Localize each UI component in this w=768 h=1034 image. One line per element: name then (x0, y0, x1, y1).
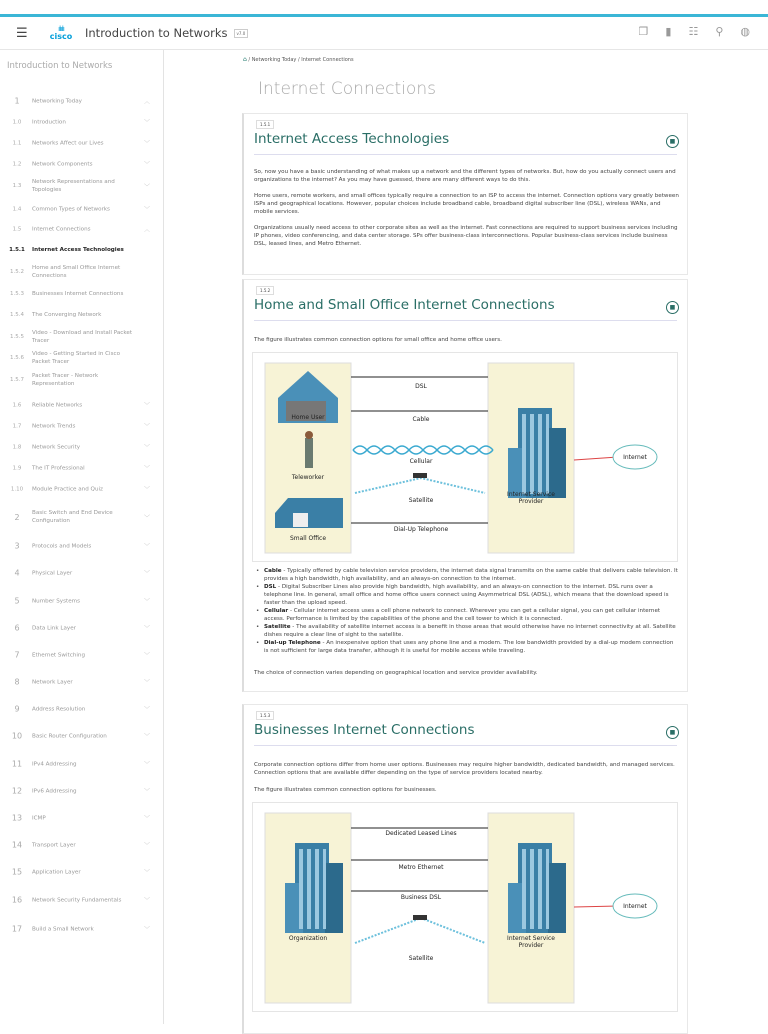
section-heading: Businesses Internet Connections (254, 722, 475, 738)
chevron-down-icon[interactable]: ﹀ (144, 869, 151, 877)
bookmark-icon[interactable]: ▮ (665, 25, 672, 38)
search-icon[interactable]: ⚲ (715, 25, 724, 38)
bookmark-icon[interactable]: ■ (666, 135, 679, 148)
chevron-down-icon[interactable]: ﹀ (144, 543, 151, 551)
sidebar-item[interactable] (0, 350, 160, 366)
sidebar-item-number: 1.10 (10, 486, 24, 492)
sidebar-item-number: 1 (14, 96, 20, 106)
sidebar-item-label: Address Resolution (32, 706, 86, 712)
sidebar-item-number: 12 (11, 786, 23, 796)
sidebar-item-number: 1.5.1 (9, 247, 25, 253)
sidebar-item-label: Introduction (32, 119, 66, 125)
sidebar-item-label: IPv6 Addressing (32, 788, 77, 794)
label: DSL (415, 383, 427, 390)
divider (254, 154, 677, 155)
sidebar-item[interactable] (0, 787, 160, 796)
sidebar-item-label: Common Types of Networks (32, 206, 110, 212)
small-office-icon (275, 498, 343, 528)
sidebar-item-number: 1.5.6 (10, 355, 24, 361)
wan-link (574, 906, 618, 907)
label: Organization (288, 935, 328, 942)
chevron-down-icon[interactable]: ﹀ (144, 140, 151, 148)
label: Internet Service (507, 935, 555, 942)
label: Satellite (408, 955, 434, 962)
sidebar-item-number: 1.5 (12, 226, 22, 232)
sidebar-item-label: Network Representations and Topologies (32, 179, 115, 193)
sidebar-item[interactable] (0, 485, 160, 494)
sidebar-item[interactable] (0, 401, 160, 410)
page-title: Internet Connections (258, 79, 436, 99)
sidebar-item-label: Internet Connections (32, 226, 91, 232)
sidebar-item[interactable] (0, 97, 160, 106)
bullet-text: - An inexpensive option that uses any phone line and a modem. The low bandwidth provided by a dial-up modem connection is not sufficient for large data transfer, although it is useful for mobile access while traveling. (264, 640, 674, 654)
satellite-icon (413, 915, 427, 920)
chevron-down-icon[interactable]: ﹀ (144, 161, 151, 169)
sidebar-item-label: Network Components (32, 161, 93, 167)
sidebar-item[interactable] (0, 925, 160, 934)
paragraph: So, now you have a basic understanding of what makes up a network and the different types of networks. But, how do you actually connect users and organizations to the internet? As you may have guessed, there are many different ways to do this. (254, 169, 676, 183)
bullet-item (254, 623, 679, 639)
bullet-text: - The availability of satellite internet access is a benefit in those areas that would otherwise have no internet connectivity at all. Satellite dishes require a clear line of sight to the satellite. (264, 624, 676, 638)
chevron-down-icon[interactable]: ﹀ (144, 926, 151, 934)
label: Teleworker (291, 474, 325, 481)
sidebar-item[interactable] (0, 443, 160, 452)
label: Metro Ethernet (398, 864, 444, 871)
cellular-wave (353, 446, 493, 454)
chevron-down-icon[interactable]: ﹀ (144, 842, 151, 850)
sidebar-item-number: 1.5.2 (10, 269, 24, 275)
bullet-item (254, 639, 679, 655)
sidebar-item-number: 5 (14, 596, 20, 606)
sidebar-item[interactable] (0, 705, 160, 714)
sidebar-item-label: Network Security (32, 444, 81, 450)
section-heading: Internet Access Technologies (254, 131, 450, 147)
paragraph: The figure illustrates common connection options for businesses. (254, 787, 437, 793)
label: Home User (291, 414, 325, 421)
sidebar-item-label: ICMP (32, 815, 46, 821)
label: Cable (412, 416, 430, 423)
section-number: 1.5.2 (256, 286, 274, 295)
label: Internet (623, 454, 647, 461)
section-card (242, 113, 688, 275)
home-icon[interactable]: ⌂ (243, 56, 247, 63)
sidebar-item-number: 4 (14, 568, 20, 578)
paragraph: Corporate connection options differ from home user options. Businesses may require higher bandwidth, dedicated bandwidth, and managed services. Connection options that are available differ depending on the type of service providers located nearby. (254, 762, 675, 776)
label: Internet Service (507, 491, 555, 498)
bullet-item (254, 583, 679, 607)
sidebar-item-number: 1.0 (12, 119, 22, 125)
sidebar-item-label: Application Layer (32, 869, 81, 875)
sidebar-item[interactable] (0, 178, 160, 194)
bookmark-icon[interactable]: ■ (666, 301, 679, 314)
sidebar-item[interactable] (0, 422, 160, 431)
sidebar-item[interactable] (0, 118, 160, 127)
sidebar-item-number: 1.1 (12, 140, 22, 146)
paragraph: Home users, remote workers, and small offices typically require a connection to an ISP to access the internet. Connection options vary greatly between ISPs and geographical locations. However, popular choices include broadband cable, broadband digital subscriber line (DSL), wireless WANs, and mobile services. (254, 193, 679, 215)
sidebar-item[interactable] (0, 464, 160, 473)
label: Small Office (289, 535, 327, 542)
sidebar-item[interactable] (0, 678, 160, 687)
chevron-down-icon[interactable]: ﹀ (144, 570, 151, 578)
sidebar-item-number: 3 (14, 541, 20, 551)
menu-icon[interactable]: ☰ (16, 25, 28, 41)
sidebar-item[interactable] (0, 329, 160, 345)
chevron-down-icon[interactable]: ﹀ (144, 788, 151, 796)
chevron-up-icon[interactable]: ︿ (144, 226, 151, 234)
chevron-down-icon[interactable]: ﹀ (144, 206, 151, 214)
version-badge: v7.0 (234, 29, 249, 38)
paragraph: The choice of connection varies depending on geographical location and service provider availability. (254, 670, 538, 676)
label: Dedicated Leased Lines (385, 830, 457, 837)
chevron-down-icon[interactable]: ﹀ (144, 733, 151, 741)
sidebar-item-label: Businesses Internet Connections (32, 291, 124, 297)
sidebar-item-number: 10 (11, 731, 23, 741)
sidebar-item[interactable] (0, 651, 160, 660)
sidebar-item-number: 15 (11, 867, 23, 877)
sidebar-item[interactable] (0, 542, 160, 551)
sidebar-item[interactable] (0, 205, 160, 214)
sidebar-item-label: Networking Today (32, 98, 82, 104)
divider (254, 745, 677, 746)
business-figure (252, 802, 678, 1012)
bullet-term: Dial-up Telephone (264, 640, 321, 646)
app-title: Introduction to Networks (85, 26, 228, 40)
sidebar-item[interactable] (0, 246, 160, 254)
bullet-item (254, 607, 679, 623)
sidebar-item-number: 1.5.7 (10, 377, 24, 383)
chevron-down-icon[interactable]: ﹀ (144, 598, 151, 606)
sidebar-item-label: Internet Access Technologies (32, 247, 124, 253)
sidebar-item-label: Networks Affect our Lives (32, 140, 104, 146)
sidebar-item-label: Protocols and Models (32, 543, 92, 549)
breadcrumb-item[interactable]: Internet Connections (301, 57, 354, 63)
sidebar-item-number: 7 (14, 650, 20, 660)
sidebar-nav (0, 50, 164, 1024)
sidebar-item-number: 9 (14, 704, 20, 714)
sidebar-item-label: Basic Switch and End Device Configuration (32, 510, 113, 524)
section-number: 1.5.3 (256, 711, 274, 720)
label: Satellite (408, 497, 434, 504)
sidebar-item-label: Home and Small Office Internet Connections (32, 265, 121, 279)
wan-link (574, 457, 618, 460)
label: Business DSL (400, 894, 442, 901)
chevron-down-icon[interactable]: ﹀ (144, 423, 151, 431)
sidebar-item[interactable] (0, 225, 160, 234)
breadcrumb-item[interactable]: Networking Today (251, 57, 297, 63)
home-office-figure (252, 352, 678, 562)
chevron-down-icon[interactable]: ﹀ (144, 444, 151, 452)
sidebar-item-label: Network Security Fundamentals (32, 897, 122, 903)
label: Dial-Up Telephone (393, 526, 449, 533)
sidebar-item-label: Video - Download and Install Packet Tracer (32, 330, 133, 344)
sidebar-item-label: Network Layer (32, 679, 73, 685)
bullet-list (254, 567, 679, 655)
sidebar-item-number: 6 (14, 623, 20, 633)
sidebar-item-number: 1.7 (12, 423, 22, 429)
bullet-term: Satellite (264, 624, 291, 630)
sidebar-item[interactable] (0, 732, 160, 741)
sidebar-item[interactable] (0, 311, 160, 319)
chevron-down-icon[interactable]: ﹀ (144, 183, 151, 191)
sidebar-item-number: 16 (11, 895, 23, 905)
sidebar-item-label: Build a Small Network (32, 926, 94, 932)
sidebar-item[interactable] (0, 896, 160, 905)
sidebar-item[interactable] (0, 290, 160, 298)
sidebar-item[interactable] (0, 841, 160, 850)
breadcrumb: ⌂ / Networking Today / Internet Connections (243, 56, 354, 63)
sidebar-item-label: Module Practice and Quiz (32, 486, 103, 492)
label: Provider (518, 498, 544, 505)
windows-icon[interactable]: ❐ (638, 25, 649, 38)
sidebar-item-label: Physical Layer (32, 570, 73, 576)
sidebar-item[interactable] (0, 372, 160, 388)
sidebar-item-number: 14 (11, 840, 23, 850)
bullet-text: - Typically offered by cable television service providers, the internet data signal transmits on the same cable that delivers cable television. It provides a high bandwidth, high availability, and an always-on connection to the internet. (264, 568, 678, 582)
sidebar-item-number: 17 (11, 924, 23, 934)
paragraph: Organizations usually need access to other corporate sites as well as the internet. Fast connections are required to support business services including IP phones, video conferencing, and data center storage. SPs offer business-class interconnections. Popular business-class services include business DSL, leased lines, and Metro Ethernet. (254, 225, 678, 247)
sidebar-item-label: Transport Layer (32, 842, 76, 848)
sidebar-item-label: Number Systems (32, 598, 81, 604)
sidebar-item[interactable] (0, 139, 160, 148)
sidebar-item[interactable] (0, 509, 160, 525)
globe-icon[interactable]: ◍ (740, 25, 750, 38)
sidebar-item-number: 1.2 (12, 161, 22, 167)
sidebar-item-label: IPv4 Addressing (32, 761, 77, 767)
chevron-down-icon[interactable]: ﹀ (144, 652, 151, 660)
sidebar-item-number: 1.5.3 (10, 291, 24, 297)
sidebar-item[interactable] (0, 868, 160, 877)
chevron-down-icon[interactable]: ﹀ (144, 465, 151, 473)
sidebar-item-label: Packet Tracer - Network Representation (32, 373, 99, 387)
satellite-link (355, 918, 485, 943)
sidebar-item-label: The Converging Network (32, 312, 102, 318)
bullet-term: Cellular (264, 608, 289, 614)
sidebar-item-number: 2 (14, 512, 20, 522)
teleworker-icon (305, 438, 313, 468)
sidebar-item-label: Network Trends (32, 423, 76, 429)
sidebar-item-label: Data Link Layer (32, 625, 76, 631)
sidebar-item-number: 13 (11, 813, 23, 823)
bullet-text: - Cellular internet access uses a cell phone network to connect. Wherever you can get a cellular signal, you can get cellular internet access. Performance is limited by the capabilities of the phone and the cell tower to which it is connected. (264, 608, 661, 622)
sidebar-item-number: 1.9 (12, 465, 22, 471)
chevron-down-icon[interactable]: ﹀ (144, 625, 151, 633)
sidebar-item-label: Basic Router Configuration (32, 733, 107, 739)
sidebar-item[interactable] (0, 597, 160, 606)
chevron-down-icon[interactable]: ﹀ (144, 514, 151, 522)
sidebar-item[interactable] (0, 160, 160, 169)
chevron-down-icon[interactable]: ﹀ (144, 119, 151, 127)
label: Internet (623, 903, 647, 910)
bullet-item (254, 567, 679, 583)
sidebar-item[interactable] (0, 814, 160, 823)
chevron-down-icon[interactable]: ﹀ (144, 486, 151, 494)
label: Provider (518, 942, 544, 949)
satellite-link (355, 478, 485, 493)
bullet-term: DSL (264, 584, 277, 590)
sidebar-item-number: 11 (11, 759, 23, 769)
sidebar-item-number: 8 (14, 677, 20, 687)
section-heading: Home and Small Office Internet Connections (254, 297, 555, 313)
chevron-down-icon[interactable]: ﹀ (144, 679, 151, 687)
sidebar-item[interactable] (0, 760, 160, 769)
sidebar-item-number: 1.4 (12, 206, 22, 212)
sidebar-title: Introduction to Networks (7, 61, 113, 71)
sidebar-item-number: 1.6 (12, 402, 22, 408)
sidebar-item-label: The IT Professional (32, 465, 85, 471)
bullet-text: - Digital Subscriber Lines also provide high bandwidth, high availability, and an always-on connection to the internet. DSL runs over a telephone line. In general, small office and home office users connect using Asymmetrical DSL (ADSL), which means that the download speed is faster than the upload speed. (264, 584, 669, 606)
sidebar-item-label: Video - Getting Started in Cisco Packet Tracer (32, 351, 121, 365)
chevron-up-icon[interactable]: ︿ (144, 98, 151, 106)
sidebar-item-number: 1.5.4 (10, 312, 24, 318)
list-icon[interactable]: ☷ (688, 25, 699, 38)
cisco-logo: ılıılı cisco (49, 24, 73, 41)
chevron-down-icon[interactable]: ﹀ (144, 815, 151, 823)
sidebar-item[interactable] (0, 264, 160, 280)
sidebar-item-number: 1.5.5 (10, 334, 24, 340)
satellite-icon (413, 473, 427, 478)
chevron-down-icon[interactable]: ﹀ (144, 761, 151, 769)
sidebar-item-number: 1.3 (12, 183, 22, 189)
label: Cellular (409, 458, 433, 465)
sidebar-item-number: 1.8 (12, 444, 22, 450)
sidebar-item-label: Reliable Networks (32, 402, 83, 408)
section-number: 1.5.1 (256, 120, 274, 129)
chevron-down-icon[interactable]: ﹀ (144, 897, 151, 905)
bullet-term: Cable (264, 568, 282, 574)
sidebar-item[interactable] (0, 569, 160, 578)
sidebar-item-label: Ethernet Switching (32, 652, 86, 658)
chevron-down-icon[interactable]: ﹀ (144, 706, 151, 714)
paragraph: The figure illustrates common connection options for small office and home office users. (254, 337, 502, 343)
sidebar-item[interactable] (0, 624, 160, 633)
chevron-down-icon[interactable]: ﹀ (144, 402, 151, 410)
divider (254, 320, 677, 321)
app-header (0, 17, 768, 50)
bookmark-icon[interactable]: ■ (666, 726, 679, 739)
